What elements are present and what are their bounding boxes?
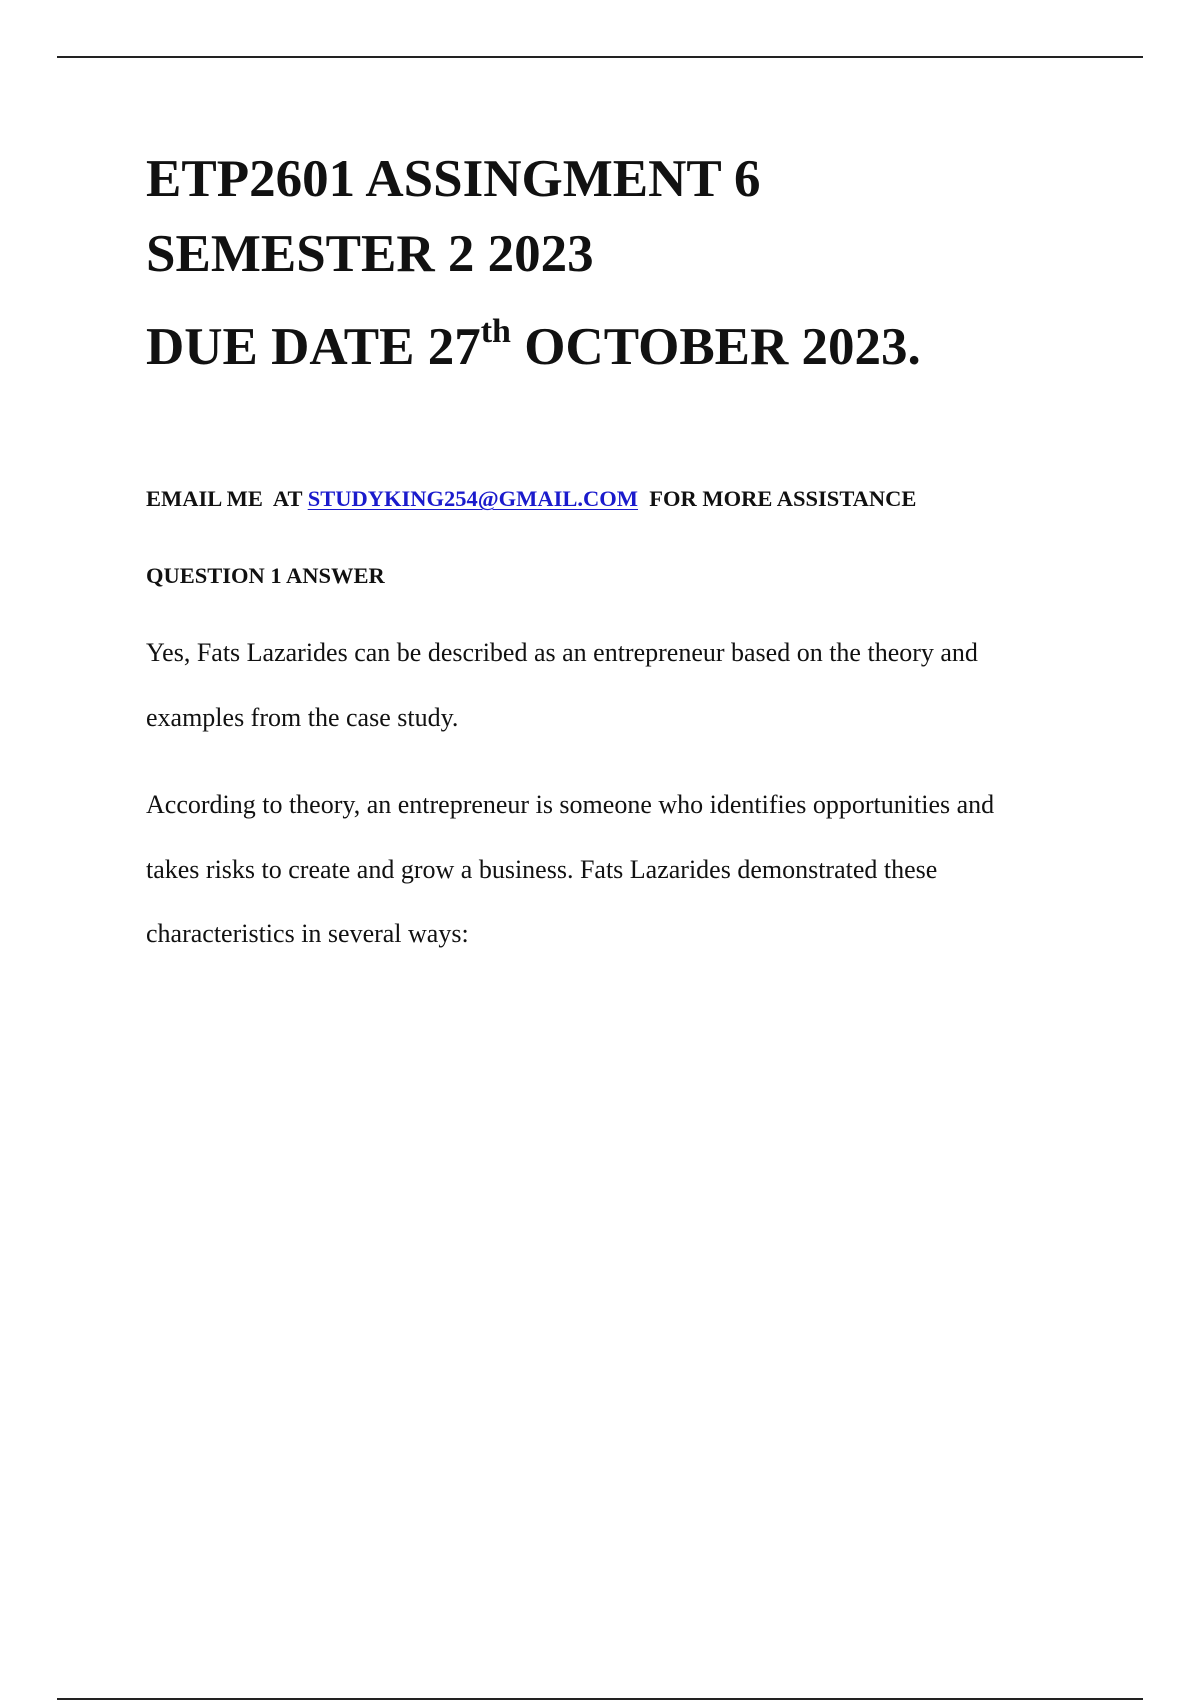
paragraph-line: takes risks to create and grow a business. Fats Lazarides demonstrated these	[146, 854, 938, 884]
paragraph-line: Yes, Fats Lazarides can be described as an entrepreneur based on the theory and	[146, 638, 978, 667]
answer-paragraph-1	[146, 621, 1096, 750]
due-date-ordinal-suffix: th	[480, 313, 511, 350]
paragraph-line: According to theory, an entrepreneur is someone who identifies opportunities and	[146, 790, 995, 819]
email-prefix: EMAIL ME AT	[146, 486, 308, 511]
question-heading: QUESTION 1 ANSWER	[146, 563, 385, 588]
answer-paragraph-2	[146, 773, 1096, 967]
email-contact-line	[146, 486, 916, 512]
due-date-heading	[146, 313, 921, 376]
paragraph-line: examples from the case study.	[146, 702, 459, 732]
email-link[interactable]: STUDYKING254@GMAIL.COM	[307, 486, 639, 511]
email-suffix: FOR MORE ASSISTANCE	[638, 486, 917, 511]
due-date-suffix: OCTOBER 2023.	[510, 318, 921, 376]
document-title-line-2: SEMESTER 2 2023	[146, 225, 594, 283]
due-date-prefix: DUE DATE 27	[146, 318, 481, 376]
top-divider	[57, 56, 1143, 58]
document-title-line-1: ETP2601 ASSINGMENT 6	[146, 150, 761, 208]
paragraph-line: characteristics in several ways:	[146, 919, 469, 948]
